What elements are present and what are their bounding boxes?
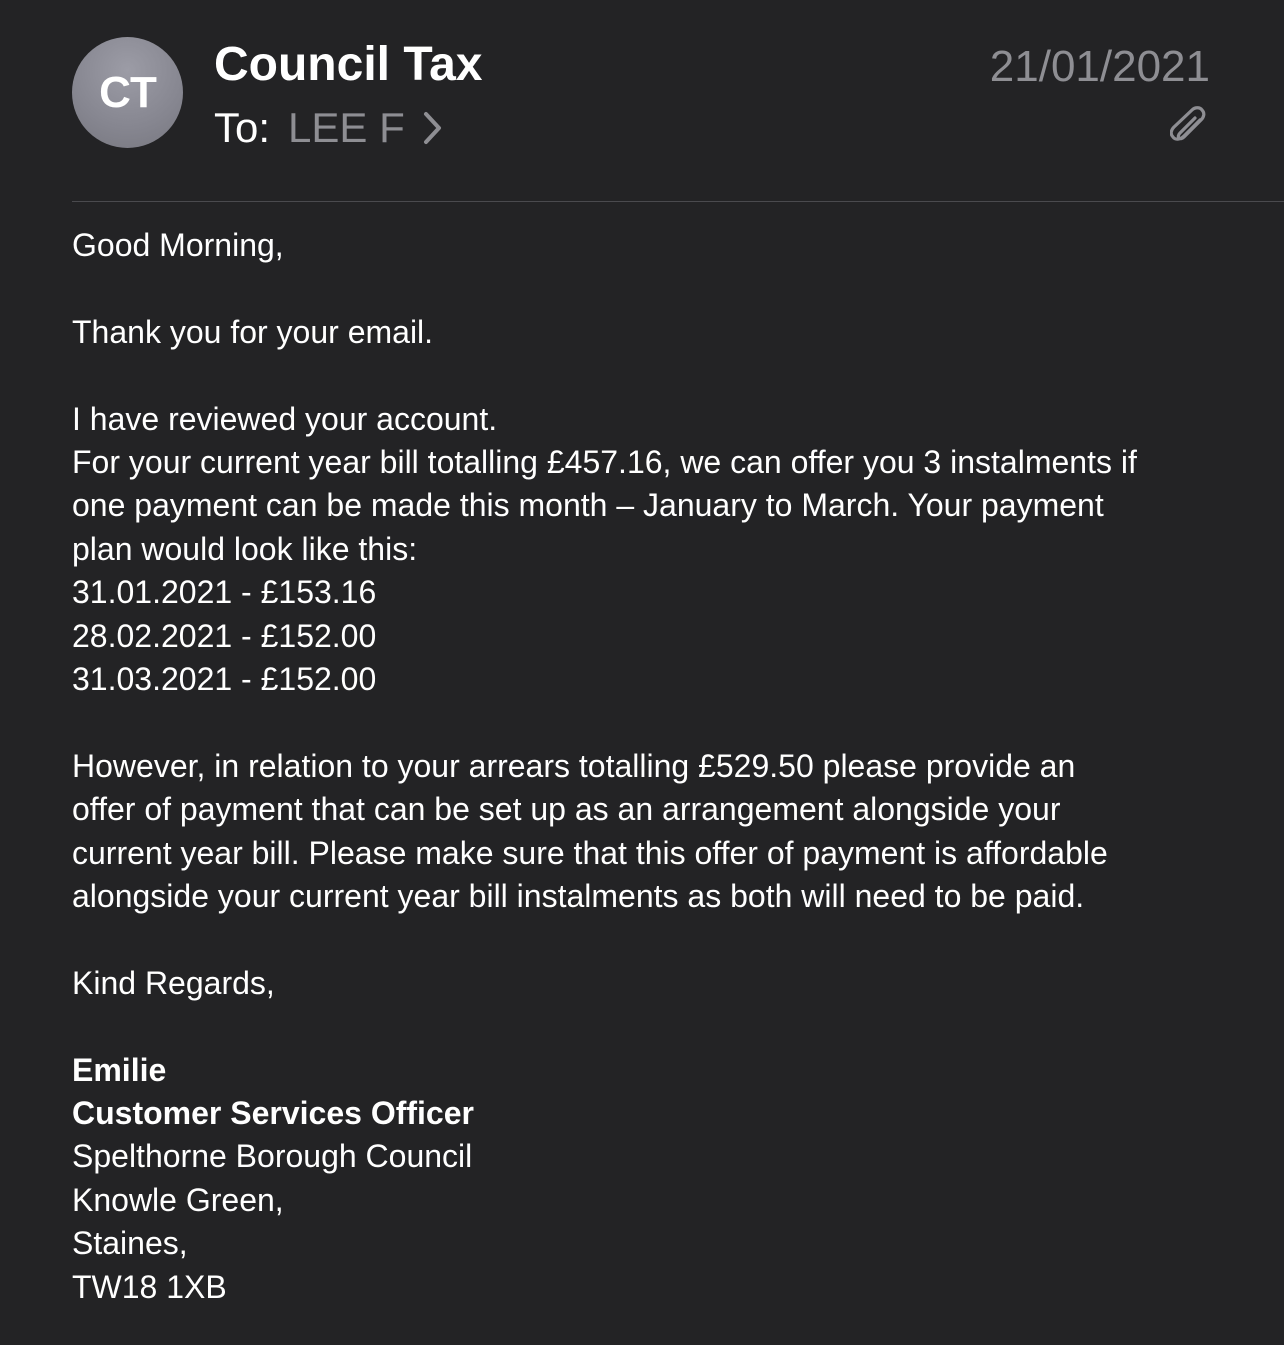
recipient-name[interactable]: LEE F bbox=[288, 104, 405, 151]
email-date: 21/01/2021 bbox=[989, 42, 1210, 91]
paperclip-icon[interactable] bbox=[1170, 106, 1210, 150]
recipient-row[interactable] bbox=[214, 100, 443, 156]
instalment-line: 31.01.2021 - £153.16 bbox=[72, 574, 377, 611]
postcode: TW18 1XB bbox=[72, 1268, 227, 1305]
arrears-line: offer of payment that can be set up as an arrangement alongside your bbox=[72, 791, 1061, 828]
signature-name: Emilie bbox=[72, 1051, 167, 1088]
email-header bbox=[0, 0, 1284, 202]
sender-avatar[interactable] bbox=[72, 37, 183, 148]
offer-line: plan would look like this: bbox=[72, 530, 418, 567]
signature-organisation: Spelthorne Borough Council bbox=[72, 1138, 473, 1175]
to-label: To: bbox=[214, 104, 271, 151]
sender-name[interactable]: Council Tax bbox=[214, 38, 483, 91]
sign-off: Kind Regards, bbox=[72, 964, 275, 1001]
arrears-line: current year bill. Please make sure that this offer of payment is affordable bbox=[72, 834, 1108, 871]
header-divider bbox=[72, 201, 1284, 202]
arrears-line: However, in relation to your arrears totalling £529.50 please provide an bbox=[72, 747, 1076, 784]
address-line: Knowle Green, bbox=[72, 1181, 284, 1218]
thanks-line: Thank you for your email. bbox=[72, 313, 434, 350]
instalment-line: 28.02.2021 - £152.00 bbox=[72, 617, 377, 654]
chevron-right-icon[interactable] bbox=[423, 111, 443, 145]
avatar-initials: CT bbox=[99, 67, 156, 117]
reviewed-line: I have reviewed your account. bbox=[72, 400, 498, 437]
signature-title: Customer Services Officer bbox=[72, 1095, 474, 1132]
offer-line: For your current year bill totalling £457.16, we can offer you 3 instalments if bbox=[72, 444, 1137, 480]
address-line: Staines, bbox=[72, 1225, 188, 1262]
greeting: Good Morning, bbox=[72, 227, 284, 263]
instalment-line: 31.03.2021 - £152.00 bbox=[72, 661, 377, 698]
arrears-line: alongside your current year bill instalments as both will need to be paid. bbox=[72, 878, 1085, 915]
email-body bbox=[72, 224, 1222, 1309]
offer-line: one payment can be made this month – January to March. Your payment bbox=[72, 487, 1104, 524]
